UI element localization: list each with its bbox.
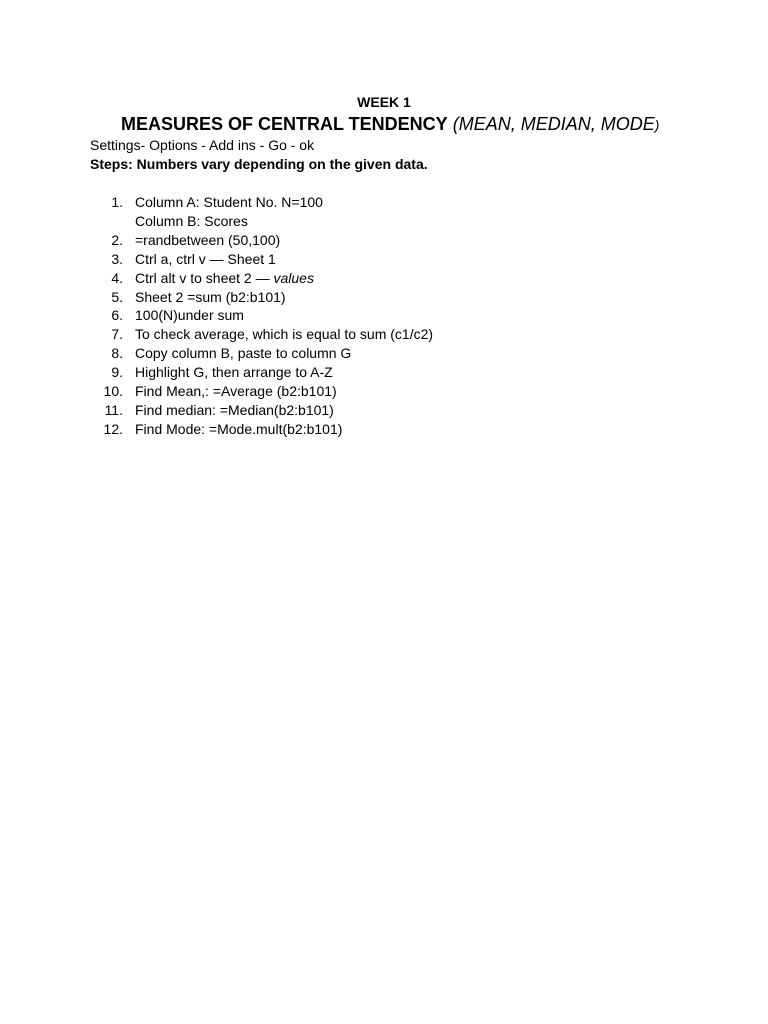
list-item-text: 100(N)under sum xyxy=(135,307,244,324)
list-item-number: 10. xyxy=(103,383,123,400)
list-item xyxy=(90,193,590,231)
list-item xyxy=(90,231,590,250)
title-parenthetical: (MEAN, MEDIAN, MODE xyxy=(452,114,655,134)
list-item-text: Column A: Student No. N=100 xyxy=(135,194,323,210)
title-closing-paren: ) xyxy=(654,117,660,133)
list-item-number: 12. xyxy=(103,420,123,437)
list-item-number: 6. xyxy=(111,307,123,324)
list-item-number: 5. xyxy=(111,288,123,305)
list-item-text: =randbetween (50,100) xyxy=(135,231,281,248)
title-main: MEASURES OF CENTRAL TENDENCY xyxy=(121,114,448,134)
list-item-number: 4. xyxy=(111,269,123,286)
list-item xyxy=(90,401,590,420)
list-item xyxy=(90,269,590,288)
list-item xyxy=(90,344,590,363)
list-item-text: Highlight G, then arrange to A-Z xyxy=(135,364,333,381)
list-item-text: Find Mean,: =Average (b2:b101) xyxy=(135,383,337,400)
list-item-number: 11. xyxy=(104,401,123,418)
list-item-text: Ctrl alt v to sheet 2 — xyxy=(135,269,274,286)
list-item-text: Copy column B, paste to column G xyxy=(135,345,352,362)
steps-heading: Steps: Numbers vary depending on the given data. xyxy=(90,156,428,172)
list-item xyxy=(90,420,590,439)
list-item-number: 1. xyxy=(111,194,123,210)
list-item-text: To check average, which is equal to sum (c1/c2) xyxy=(135,326,434,343)
list-item xyxy=(90,306,590,325)
list-item-text: Find median: =Median(b2:b101) xyxy=(135,401,334,418)
list-item xyxy=(90,250,590,269)
list-item xyxy=(90,325,590,344)
list-item-emphasis: values xyxy=(273,269,314,286)
list-item xyxy=(90,382,590,401)
list-item-number: 9. xyxy=(111,364,123,381)
list-item-number: 3. xyxy=(111,250,123,267)
list-item-number: 8. xyxy=(111,345,123,362)
list-item-subtext: Column B: Scores xyxy=(135,212,248,229)
list-item xyxy=(90,288,590,307)
list-item-number: 2. xyxy=(111,231,123,248)
document-title xyxy=(121,113,659,136)
list-item-text: Find Mode: =Mode.mult(b2:b101) xyxy=(135,420,343,437)
week-heading: WEEK 1 xyxy=(357,94,411,110)
list-item-text: Sheet 2 =sum (b2:b101) xyxy=(135,288,286,305)
list-item xyxy=(90,363,590,382)
list-item-number: 7. xyxy=(111,326,123,343)
steps-list xyxy=(90,193,590,439)
list-item-text: Ctrl a, ctrl v — Sheet 1 xyxy=(135,250,276,267)
settings-path: Settings- Options - Add ins - Go - ok xyxy=(90,137,315,153)
